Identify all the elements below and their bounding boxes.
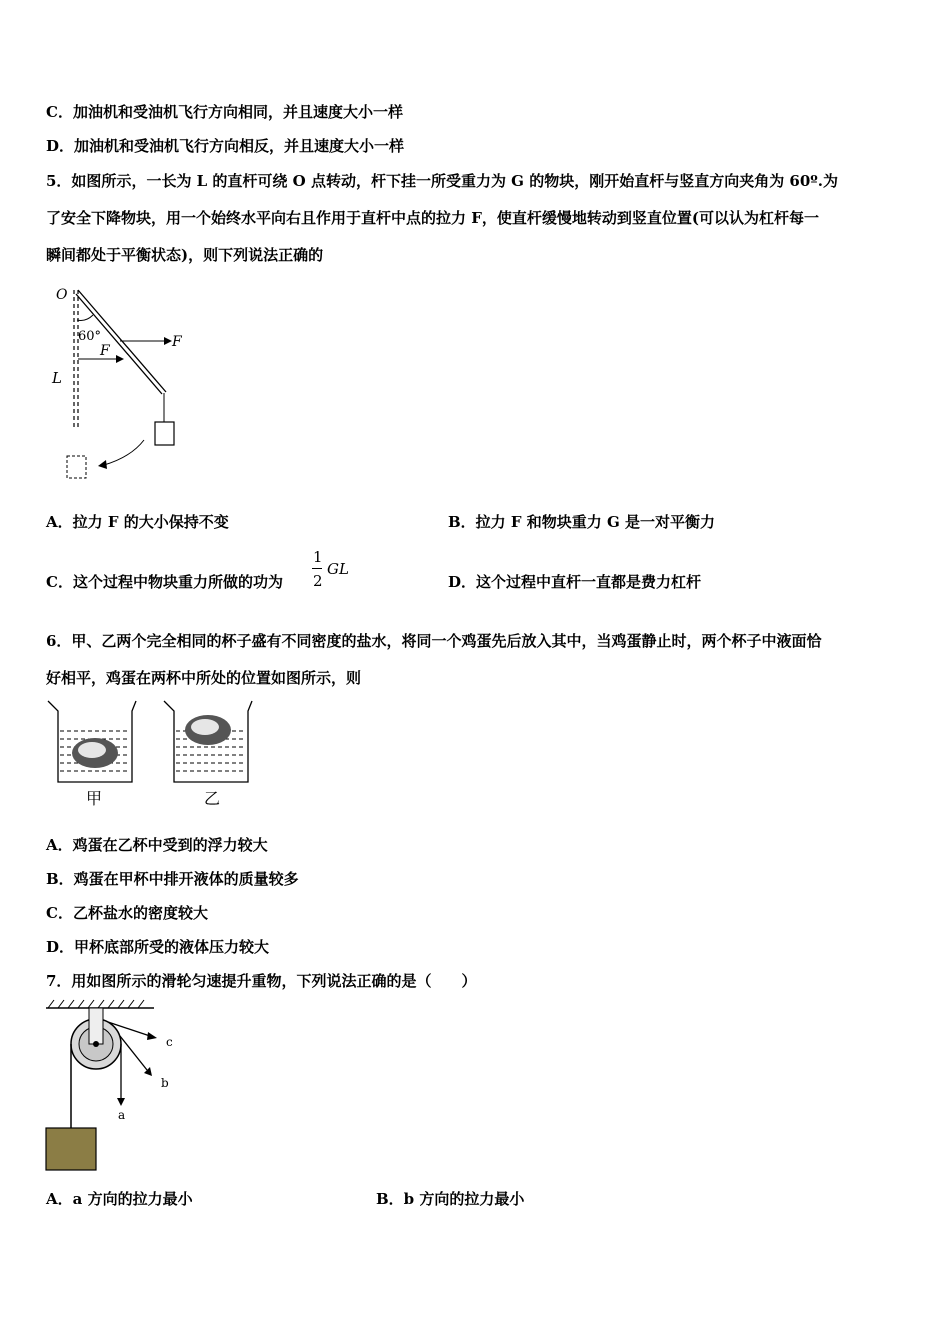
q7-stem: 7．用如图所示的滑轮匀速提升重物，下列说法正确的是（ ）	[46, 972, 477, 990]
fraction-denominator: 2	[313, 572, 323, 590]
q5-option-a: A．拉力 F 的大小保持不变	[46, 513, 229, 531]
q6-stem-line-2: 好相平，鸡蛋在两杯中所处的位置如图所示，则	[46, 669, 362, 687]
label-c: c	[166, 1035, 173, 1049]
q7-pulley-figure	[44, 998, 194, 1174]
fraction-numerator: 1	[313, 548, 323, 566]
q5-lever-figure	[46, 282, 196, 482]
q4-option-c: C．加油机和受油机飞行方向相同，并且速度大小一样	[46, 103, 403, 121]
q6-option-a: A．鸡蛋在乙杯中受到的浮力较大	[46, 836, 268, 854]
rope-b	[120, 1036, 147, 1070]
q7-option-b: B．b 方向的拉力最小	[376, 1190, 525, 1208]
label-l: L	[52, 369, 62, 387]
fraction-bar	[312, 568, 322, 569]
fraction-tail: GL	[327, 560, 349, 578]
label-angle: 60°	[78, 329, 102, 344]
arrowhead-c	[147, 1032, 157, 1040]
q5-stem-line-3: 瞬间都处于平衡状态)，则下列说法正确的	[46, 246, 324, 264]
weight-block	[46, 1128, 96, 1170]
q4-option-d: D．加油机和受油机飞行方向相反，并且速度大小一样	[46, 137, 405, 155]
arrowhead-a	[117, 1098, 125, 1106]
q6-option-c: C．乙杯盐水的密度较大	[46, 904, 208, 922]
label-a: a	[118, 1108, 126, 1122]
label-o: O	[56, 287, 68, 303]
label-f-inclined: F	[172, 334, 182, 350]
q5-option-d: D．这个过程中直杆一直都是费力杠杆	[448, 573, 702, 591]
force-arrowhead-inclined	[164, 337, 172, 345]
ceiling-hatch	[48, 1000, 144, 1008]
block-final	[67, 456, 86, 478]
q6-cups-figure	[44, 698, 254, 810]
q5-option-b: B．拉力 F 和物块重力 G 是一对平衡力	[448, 513, 716, 531]
q6-option-b: B．鸡蛋在甲杯中排开液体的质量较多	[46, 870, 299, 888]
force-arrowhead-vertical	[116, 355, 124, 363]
pulley-bracket-front	[89, 1008, 103, 1044]
egg-left-highlight	[78, 742, 106, 758]
q5-stem-line-1: 5．如图所示，一长为 L 的直杆可绕 O 点转动，杆下挂一所受重力为 G 的物块，刚开始直杆与竖直方向夹角为 60º.为	[46, 172, 839, 190]
label-f-vertical: F	[100, 343, 110, 359]
rod-initial-edge	[76, 294, 162, 394]
q6-option-d: D．甲杯底部所受的液体压力较大	[46, 938, 270, 956]
label-cup-left: 甲	[86, 789, 103, 808]
q5-stem-line-2: 了安全下降物块，用一个始终水平向右且作用于直杆中点的拉力 F，使直杆缓慢地转动到竖直位置(可以认为杠杆每一	[46, 209, 819, 227]
block-initial	[155, 422, 174, 445]
motion-arrow	[104, 440, 144, 465]
q7-option-a: A．a 方向的拉力最小	[46, 1190, 193, 1208]
label-b: b	[161, 1076, 169, 1090]
label-cup-right: 乙	[204, 789, 221, 808]
pulley-axle	[93, 1041, 99, 1047]
egg-right-highlight	[191, 719, 219, 735]
q5-option-c: C．这个过程中物块重力所做的功为	[46, 573, 283, 591]
q6-stem-line-1: 6．甲、乙两个完全相同的杯子盛有不同密度的盐水，将同一个鸡蛋先后放入其中，当鸡蛋静止时，两个杯子中液面恰	[46, 632, 822, 650]
motion-arrowhead	[98, 460, 107, 469]
angle-arc	[77, 315, 93, 320]
